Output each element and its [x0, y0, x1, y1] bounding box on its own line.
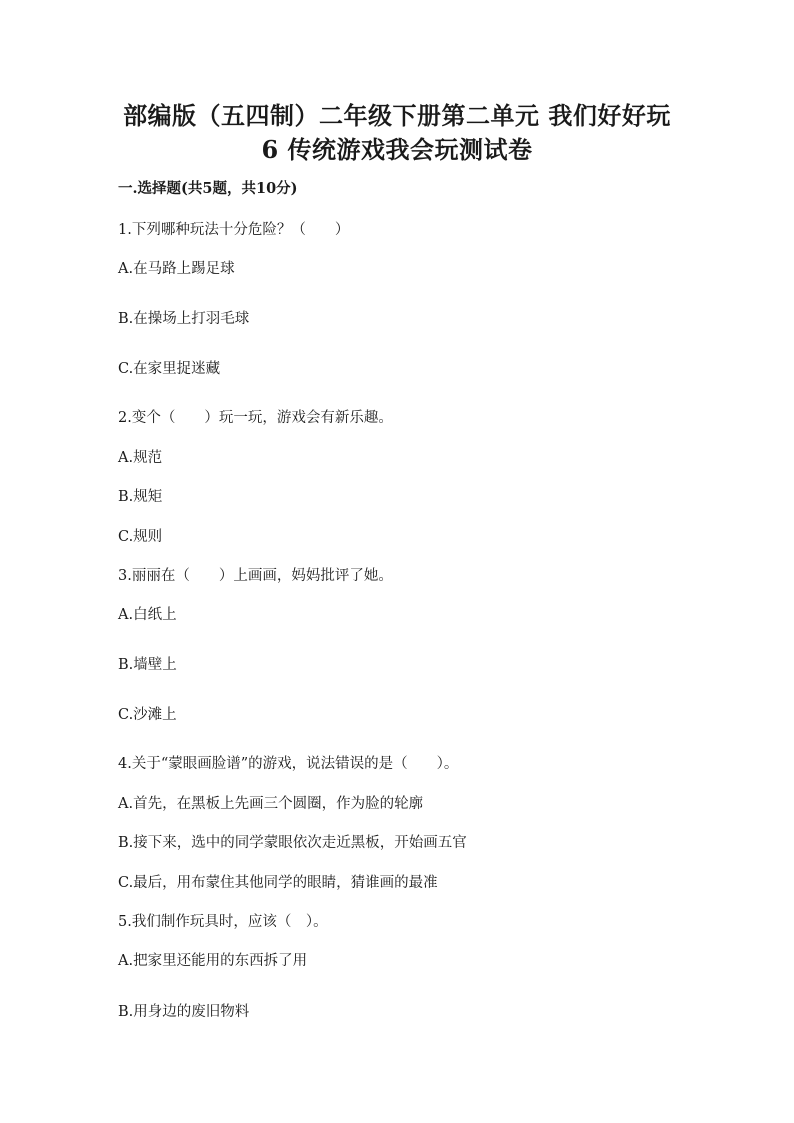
question-4-option-a: A.首先，在黑板上先画三个圆圈，作为脸的轮廓: [118, 796, 424, 812]
question-2-option-a: A.规范: [118, 450, 163, 466]
section-heading: 一.选择题(共5题，共10分): [118, 180, 298, 197]
question-4-option-c: C.最后，用布蒙住其他同学的眼睛，猜谁画的最准: [118, 875, 438, 891]
question-1-option-c: C.在家里捉迷藏: [118, 361, 221, 377]
question-2-option-c: C.规则: [118, 529, 163, 545]
document-title-line-1: 部编版（五四制）二年级下册第二单元 我们好好玩: [123, 101, 671, 130]
question-3-stem: 3.丽丽在（ ）上画画，妈妈批评了她。: [118, 568, 393, 584]
question-1-stem: 1.下列哪种玩法十分危险？（ ）: [118, 222, 350, 238]
question-3-option-b: B.墙壁上: [118, 657, 177, 673]
question-1-option-b: B.在操场上打羽毛球: [118, 311, 250, 327]
question-2-stem: 2.变个（ ）玩一玩，游戏会有新乐趣。: [118, 410, 393, 426]
document-title-line-2: 6 传统游戏我会玩测试卷: [261, 135, 533, 164]
question-5-option-a: A.把家里还能用的东西拆了用: [118, 953, 308, 969]
question-5-option-b: B.用身边的废旧物料: [118, 1004, 250, 1020]
question-4-option-b: B.接下来，选中的同学蒙眼依次走近黑板，开始画五官: [118, 835, 467, 851]
question-1-option-a: A.在马路上踢足球: [118, 261, 235, 277]
question-5-stem: 5.我们制作玩具时，应该（ ）。: [118, 914, 328, 930]
question-3-option-a: A.白纸上: [118, 607, 177, 623]
question-2-option-b: B.规矩: [118, 489, 163, 505]
question-3-option-c: C.沙滩上: [118, 707, 177, 723]
question-4-stem: 4.关于“蒙眼画脸谱”的游戏，说法错误的是（ ）。: [118, 756, 459, 772]
